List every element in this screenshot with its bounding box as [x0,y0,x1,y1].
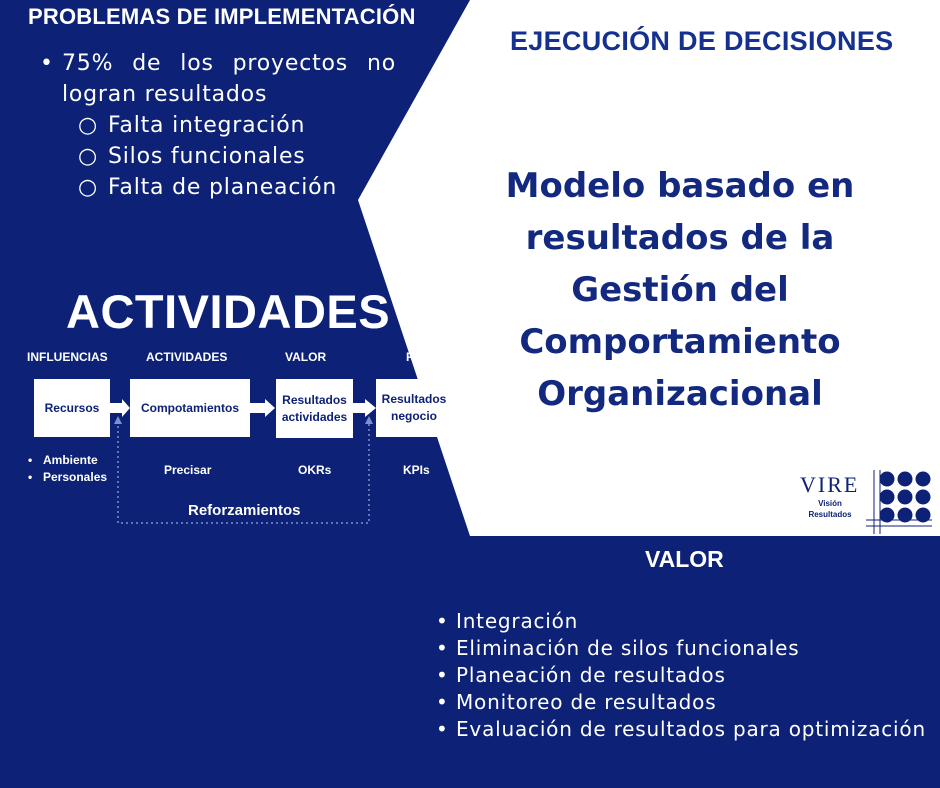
list-item [436,662,926,689]
box-resultados-negocio: Resultados negocio [376,379,452,437]
problem-sub-text: Silos funcionales [108,144,306,169]
value-list [436,608,926,743]
problem-sub-text: Falta de planeación [108,175,338,200]
arrow-up-icon [114,416,122,424]
problem-main-text: 75% de los proyectos no logran resultados [62,51,396,107]
list-item [28,452,107,469]
bullet-icon: • [40,51,53,76]
column-header-valor: VALOR [285,350,327,364]
activities-title: ACTIVIDADES [66,285,391,338]
logo-tagline-line: Resultados [808,510,852,519]
logo-tagline-line: Visión [818,499,842,508]
logo-name: VIRE [800,472,860,497]
arrow-up-icon [365,416,373,424]
column-header-actividades: ACTIVIDADES [146,350,228,364]
column-header-influencias: INFLUENCIAS [27,350,108,364]
bullet-icon: • [436,663,449,687]
value-item: Monitoreo de resultados [456,690,717,714]
problem-sub-text: Falta integración [108,113,306,138]
bullet-icon: • [436,690,449,714]
column-header-roi: ROI [406,350,428,364]
value-item: Eliminación de silos funcionales [456,636,800,660]
list-item [436,689,926,716]
logo-tagline [800,498,860,520]
problems-title: PROBLEMAS DE IMPLEMENTACIÓN [28,4,416,29]
influence-item: Ambiente [43,453,98,467]
list-item [436,635,926,662]
bullet-icon: • [436,636,449,660]
label-okrs: OKRs [298,463,332,477]
feedback-label: Reforzamientos [188,502,301,519]
logo-dots-icon [864,468,934,536]
value-item: Evaluación de resultados para optimización [456,717,926,741]
section-heading: EJECUCIÓN DE DECISIONES [510,26,894,56]
bullet-icon: • [436,609,449,633]
arrow-icon [353,399,376,417]
value-item: Integración [456,609,579,633]
influence-item: Personales [43,470,108,484]
label-precisar: Precisar [164,463,212,477]
circle-bullet-icon: ○ [78,113,98,138]
box-comportamientos: Compotamientos [130,379,250,437]
box-recursos: Recursos [34,379,110,437]
list-item [436,716,926,743]
model-text: Modelo basado en resultados de la Gestión del Comportamiento Organizacional [505,166,855,414]
value-title: VALOR [645,546,724,572]
influence-list [28,452,107,486]
circle-bullet-icon: ○ [78,144,98,169]
box-resultados-actividades: Resultados actividades [276,379,353,438]
label-kpis: KPIs [403,463,430,477]
arrow-icon [110,399,130,417]
list-item [436,608,926,635]
bullet-icon: • [28,453,33,467]
arrow-icon [250,399,275,417]
list-item [28,469,107,486]
bullet-icon: • [28,470,33,484]
value-item: Planeación de resultados [456,663,726,687]
circle-bullet-icon: ○ [78,175,98,200]
bullet-icon: • [436,717,449,741]
